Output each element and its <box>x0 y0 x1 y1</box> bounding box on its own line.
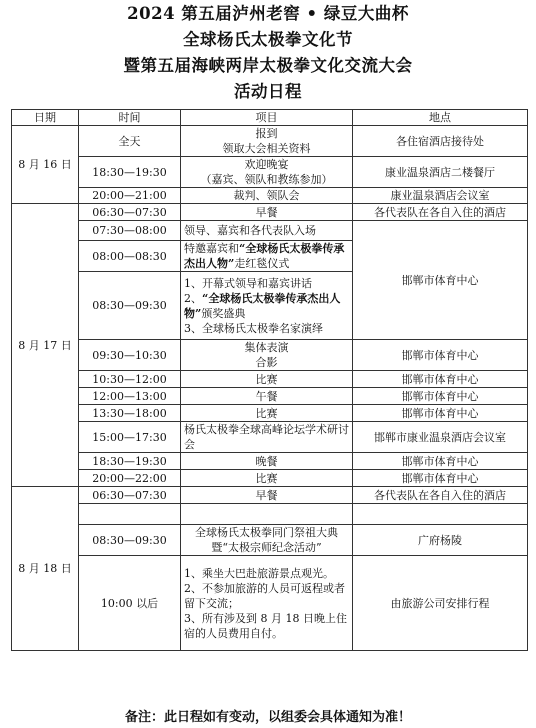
time-cell: 10:30—12:00 <box>79 371 181 388</box>
item-text: 2、 <box>184 291 202 305</box>
time-cell: 20:00—21:00 <box>79 188 181 204</box>
item-cell: 比赛 <box>181 405 353 422</box>
time-cell: 06:30—07:30 <box>79 487 181 504</box>
table-row <box>12 126 528 157</box>
item-cell <box>181 126 353 157</box>
time-cell: 18:30—19:30 <box>79 453 181 470</box>
place-cell: 康业温泉酒店二楼餐厅 <box>353 157 528 188</box>
header-place: 地点 <box>353 110 528 126</box>
table-row <box>12 453 528 470</box>
header-date: 日期 <box>12 110 79 126</box>
header-time: 时间 <box>79 110 181 126</box>
time-cell: 08:00—08:30 <box>79 241 181 272</box>
item-line: 全球杨氏太极拳同门祭祖大典 <box>195 526 338 539</box>
date-cell: 8 月 17 日 <box>12 204 79 487</box>
time-cell: 07:30—08:00 <box>79 221 181 241</box>
time-cell: 全天 <box>79 126 181 157</box>
time-cell: 18:30—19:30 <box>79 157 181 188</box>
item-cell <box>181 272 353 340</box>
place-cell: 邯郸市体育中心 <box>353 405 528 422</box>
item-cell: 领导、嘉宾和各代表队入场 <box>181 221 353 241</box>
place-cell: 各代表队在各自入住的酒店 <box>353 204 528 221</box>
item-text-bold: “全球杨氏太极拳传承杰出人物” <box>184 242 345 270</box>
item-line: 1、开幕式领导和嘉宾讲话 <box>184 276 312 290</box>
schedule-table <box>11 109 528 651</box>
item-line: 2、不参加旅游的人员可返程或者留下交流； <box>184 581 345 610</box>
item-line: 领取大会相关资料 <box>222 142 311 155</box>
title-line-1: 2024 第五届泸州老窖 • 绿豆大曲杯 <box>127 4 409 23</box>
place-cell: 邯郸市体育中心 <box>353 221 528 340</box>
time-cell: 15:00—17:30 <box>79 422 181 453</box>
time-cell: 12:00—13:00 <box>79 388 181 405</box>
place-cell: 康业温泉酒店会议室 <box>353 188 528 204</box>
item-cell: 比赛 <box>181 470 353 487</box>
table-row <box>12 157 528 188</box>
place-cell: 邯郸市体育中心 <box>353 340 528 371</box>
item-cell: 裁判、领队会 <box>181 188 353 204</box>
time-cell: 08:30—09:30 <box>79 525 181 556</box>
item-cell <box>181 556 353 651</box>
item-cell: 晚餐 <box>181 453 353 470</box>
item-cell <box>181 504 353 525</box>
place-cell: 各代表队在各自入住的酒店 <box>353 487 528 504</box>
header-item: 项目 <box>181 110 353 126</box>
title-line-3: 暨第五届海峡两岸太极拳文化交流大会 <box>123 56 413 75</box>
item-text: 走红毯仪式 <box>234 257 290 270</box>
table-row <box>12 405 528 422</box>
table-row <box>12 204 528 221</box>
table-row <box>12 340 528 371</box>
item-cell: 早餐 <box>181 204 353 221</box>
table-row <box>12 188 528 204</box>
item-line: 欢迎晚宴 <box>244 158 289 171</box>
place-cell: 邯郸市体育中心 <box>353 453 528 470</box>
place-cell: 邯郸市体育中心 <box>353 388 528 405</box>
place-cell: 广府杨陵 <box>353 525 528 556</box>
footer-note: 备注：此日程如有变动，以组委会具体通知为准！ <box>124 710 411 725</box>
item-text: 特邀嘉宾和 <box>184 242 239 255</box>
item-text-bold: “全球杨氏太极拳传承杰出人物” <box>184 291 341 320</box>
item-line: （嘉宾、领队和教练参加） <box>200 173 333 186</box>
time-cell: 20:00—22:00 <box>79 470 181 487</box>
table-row <box>12 422 528 453</box>
item-cell <box>181 525 353 556</box>
date-cell: 8 月 16 日 <box>12 126 79 204</box>
item-line: 报到 <box>255 127 278 140</box>
time-cell: 10:00 以后 <box>79 556 181 651</box>
place-cell: 由旅游公司安排行程 <box>353 556 528 651</box>
place-cell <box>353 504 528 525</box>
item-line: 暨“太极宗师纪念活动” <box>211 541 322 554</box>
item-line: 集体表演 <box>244 341 289 354</box>
table-row <box>12 371 528 388</box>
place-cell: 邯郸市体育中心 <box>353 371 528 388</box>
time-cell: 13:30—18:00 <box>79 405 181 422</box>
item-line: 1、乘坐大巴赴旅游景点观光。 <box>184 566 334 580</box>
table-row <box>12 504 528 525</box>
table-row <box>12 487 528 504</box>
place-cell: 各住宿酒店接待处 <box>353 126 528 157</box>
item-cell: 杨氏太极拳全球高峰论坛学术研讨会 <box>181 422 353 453</box>
table-row <box>12 556 528 651</box>
item-cell: 早餐 <box>181 487 353 504</box>
place-cell: 邯郸市体育中心 <box>353 470 528 487</box>
date-cell: 8 月 18 日 <box>12 487 79 651</box>
header-row <box>12 110 528 126</box>
time-cell: 09:30—10:30 <box>79 340 181 371</box>
table-row <box>12 388 528 405</box>
item-cell: 比赛 <box>181 371 353 388</box>
item-cell: 午餐 <box>181 388 353 405</box>
item-line: 合影 <box>255 356 278 369</box>
time-cell <box>79 504 181 525</box>
item-cell <box>181 157 353 188</box>
table-row <box>12 525 528 556</box>
item-line: 3、所有涉及到 8 月 18 日晚上住宿的人员费用自付。 <box>184 611 347 640</box>
time-cell: 06:30—07:30 <box>79 204 181 221</box>
time-cell: 08:30—09:30 <box>79 272 181 340</box>
item-line: 3、全球杨氏太极拳名家演绎 <box>184 321 323 335</box>
table-row <box>12 221 528 241</box>
table-row <box>12 470 528 487</box>
title-line-2: 全球杨氏太极拳文化节 <box>183 30 353 49</box>
place-cell: 邯郸市康业温泉酒店会议室 <box>353 422 528 453</box>
item-cell <box>181 340 353 371</box>
item-cell <box>181 241 353 272</box>
item-text: 颁奖盛典 <box>201 306 246 320</box>
title-line-4: 活动日程 <box>234 82 302 101</box>
